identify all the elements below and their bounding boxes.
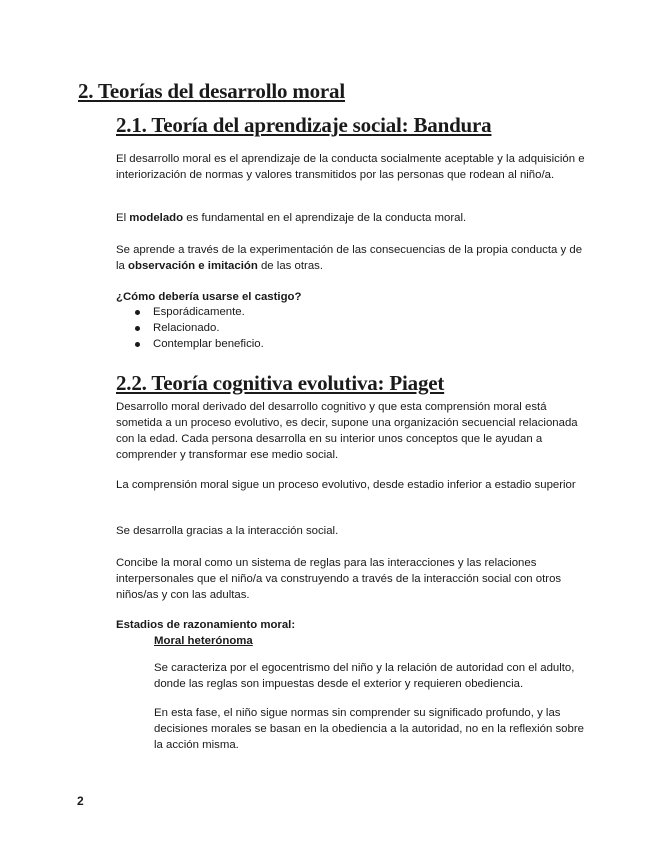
paragraph-piaget-definition: Desarrollo moral derivado del desarrollo cognitivo y que esta comprensión moral está sometida a un proceso evolutivo, es decir, supone una organización secuencial relacionada con la edad. Cada persona desarrolla en su interior unos conceptos que le ayudan a comprender y transformar ese medio social. — [116, 401, 578, 461]
paragraph-modelado — [116, 210, 586, 226]
paragraph-proceso-evolutivo: La comprensión moral sigue un proceso evolutivo, desde estadio inferior a estadio superior — [116, 479, 576, 491]
paragraph-heteronoma-1: Se caracteriza por el egocentrismo del niño y la relación de autoridad con el adulto, donde las reglas son impuestas desde el exterior y requieren obediencia. — [154, 662, 575, 690]
stage-heading-heteronoma: Moral heterónoma — [154, 635, 253, 647]
text-run: El — [116, 212, 130, 224]
bold-term-observacion: observación e imitación — [128, 260, 258, 272]
list-item-text: Esporádicamente. — [153, 306, 245, 318]
page-number: 2 — [77, 794, 84, 808]
bullet-icon — [135, 310, 140, 315]
castigo-bullet-list — [134, 304, 264, 352]
list-item-text: Relacionado. — [153, 322, 220, 334]
paragraph-interaccion-social: Se desarrolla gracias a la interacción social. — [116, 525, 339, 537]
bullet-icon — [135, 326, 140, 331]
list-item — [134, 320, 264, 336]
text-run: Se aprende a través de la experimentación de las consecuencias de la propia conducta y de la — [116, 244, 583, 272]
question-castigo: ¿Cómo debería usarse el castigo? — [116, 291, 302, 303]
list-item — [134, 336, 264, 352]
subsection-heading-piaget: 2.2. Teoría cognitiva evolutiva: Piaget — [116, 371, 445, 395]
section-heading-teorias: 2. Teorías del desarrollo moral — [78, 79, 345, 103]
text-run: de las otras. — [257, 260, 324, 272]
list-item-text: Contemplar beneficio. — [153, 338, 264, 350]
bullet-icon — [135, 342, 140, 347]
paragraph-bandura-definition: El desarrollo moral es el aprendizaje de la conducta socialmente aceptable y la adquisición e interiorización de normas y valores transmitidos por las personas que rodean al niño/a. — [116, 153, 585, 181]
text-run: es fundamental en el aprendizaje de la conducta moral. — [183, 212, 467, 224]
paragraph-observacion — [116, 242, 586, 274]
list-item — [134, 304, 264, 320]
stages-title: Estadios de razonamiento moral: — [116, 619, 296, 631]
subsection-heading-bandura: 2.1. Teoría del aprendizaje social: Bandura — [116, 113, 492, 137]
paragraph-heteronoma-2: En esta fase, el niño sigue normas sin comprender su significado profundo, y las decisiones morales se basan en la obediencia a la autoridad, no en la reflexión sobre la acción misma. — [154, 707, 584, 751]
paragraph-sistema-reglas: Concibe la moral como un sistema de reglas para las interacciones y las relaciones interpersonales que el niño/a va construyendo a través de la interacción social con otros niños/as y con las adultas. — [116, 557, 562, 601]
bold-term-modelado: modelado — [129, 212, 184, 224]
